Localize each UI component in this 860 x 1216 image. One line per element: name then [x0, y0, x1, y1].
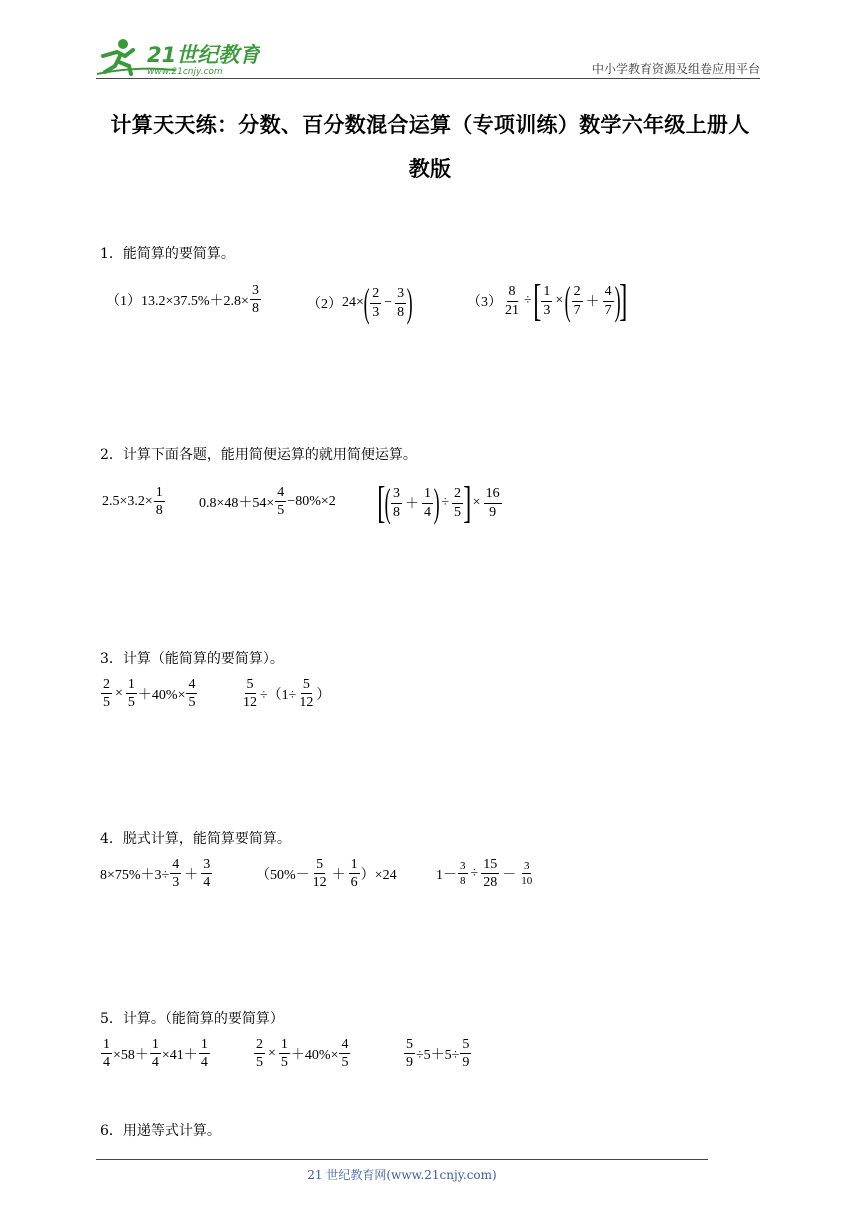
fraction	[395, 286, 406, 320]
numerator: 4	[275, 485, 286, 502]
operator: ÷	[441, 495, 449, 510]
denominator: 4	[103, 1055, 110, 1071]
runner-logo-icon	[95, 36, 260, 78]
denominator: 12	[312, 875, 327, 891]
numerator: 3	[395, 286, 406, 303]
denominator: 4	[423, 504, 431, 520]
numerator: 1	[126, 677, 137, 694]
denominator: 5	[256, 1055, 263, 1071]
fraction	[275, 485, 286, 519]
question-4-label: 4．脱式计算，能简算要简算。	[100, 831, 291, 847]
numerator: 1	[541, 284, 552, 301]
numerator: 4	[339, 1037, 350, 1054]
fraction	[150, 1037, 161, 1071]
part-label: （2）	[307, 297, 342, 312]
numerator: 15	[481, 857, 499, 874]
numerator: 1	[279, 1037, 290, 1054]
paren-left: (	[564, 278, 571, 323]
denominator: 7	[604, 302, 612, 318]
numerator: 3	[391, 486, 402, 503]
denominator: 4	[203, 875, 211, 891]
denominator: 5	[341, 1055, 349, 1071]
q5-expression-3	[403, 1037, 472, 1071]
denominator: 8	[155, 503, 163, 519]
operator: ÷	[470, 865, 479, 881]
paren-right: )	[406, 280, 413, 325]
fraction	[154, 485, 165, 519]
numerator: 5	[301, 677, 312, 694]
numerator: 5	[314, 857, 325, 874]
question-2-label: 2．计算下面各题，能用简便运算的就用简便运算。	[100, 447, 417, 463]
footer-link[interactable]: 21 世纪教育网(www.21cnjy.com)	[307, 1168, 497, 1182]
q3-expression-1	[100, 677, 198, 711]
fraction	[603, 284, 614, 318]
denominator: 8	[392, 504, 400, 520]
expr-text: ）×24	[360, 867, 397, 883]
q2-expression-3	[377, 478, 503, 527]
numerator: 8	[507, 284, 518, 301]
numerator: 2	[370, 286, 381, 303]
numerator: 3	[458, 860, 468, 874]
fraction	[170, 857, 181, 891]
logo-url: www.21cnjy.com	[147, 67, 223, 77]
fraction	[503, 284, 521, 318]
denominator: 8	[251, 301, 259, 317]
bracket-right: ]	[463, 478, 472, 527]
q4-expression-2	[256, 857, 397, 891]
expr-text: 2.5×3.2×	[102, 493, 153, 509]
fraction	[460, 1037, 471, 1071]
numerator: 3	[201, 857, 212, 874]
operator: ÷	[524, 293, 532, 308]
page-title-line-2: 教版	[408, 156, 452, 181]
denominator: 8	[460, 875, 466, 888]
denominator: 3	[172, 875, 180, 891]
part-label: （1）	[106, 293, 141, 309]
expr-text: 0.8×48＋54×	[199, 495, 275, 511]
fraction	[391, 486, 402, 520]
denominator: 9	[462, 1055, 470, 1071]
expr-text: 24×	[342, 295, 364, 310]
question-3-label: 3．计算（能简算的要简算）。	[100, 651, 284, 667]
expr-text: ＋40%×	[290, 1047, 339, 1063]
denominator: 9	[406, 1055, 413, 1071]
q4-expression-3	[436, 857, 535, 891]
q1-expression-2	[307, 280, 413, 325]
expr-text: ）	[316, 687, 331, 703]
paren-right: )	[614, 278, 621, 323]
operator: ＋	[331, 867, 346, 883]
fraction	[101, 677, 112, 711]
fraction	[481, 857, 499, 891]
operator: ×	[268, 1045, 276, 1061]
numerator: 5	[404, 1037, 415, 1054]
denominator: 5	[280, 1055, 288, 1071]
fraction	[250, 283, 261, 317]
operator: ＋	[404, 497, 419, 512]
denominator: 3	[372, 304, 380, 320]
q5-expression-1	[100, 1037, 211, 1071]
expr-text: ×41＋	[161, 1047, 198, 1063]
numerator: 1	[349, 857, 360, 874]
numerator: 1	[422, 486, 433, 503]
denominator: 9	[489, 504, 497, 520]
fraction	[339, 1037, 350, 1071]
denominator: 12	[299, 695, 314, 711]
fraction	[484, 486, 502, 520]
denominator: 8	[397, 304, 405, 320]
numerator: 3	[250, 283, 261, 300]
numerator: 5	[460, 1037, 471, 1054]
fraction	[241, 677, 259, 711]
paren-right: )	[433, 480, 440, 525]
fraction	[254, 1037, 265, 1071]
page-title-line-1: 计算天天练：分数、百分数混合运算（专项训练）数学六年级上册人	[110, 112, 750, 137]
paren-left: (	[363, 280, 370, 325]
operator: ×	[115, 685, 123, 701]
denominator: 4	[200, 1055, 208, 1071]
numerator: 4	[186, 677, 197, 694]
fraction	[404, 1037, 415, 1071]
question-1-label: 1．能简算的要简算。	[100, 246, 235, 262]
expr-text: ×58＋	[113, 1047, 149, 1063]
expr-text: 1－	[436, 867, 457, 883]
part-label: （3）	[467, 295, 502, 310]
bracket-right: ]	[619, 276, 628, 325]
numerator: 2	[572, 284, 583, 301]
fraction	[201, 857, 212, 891]
expr-text: −80%×2	[287, 493, 336, 509]
numerator: 2	[452, 486, 463, 503]
question-6-label: 6．用递等式计算。	[100, 1123, 221, 1139]
numerator: 2	[254, 1037, 265, 1054]
q2-expression-2	[199, 485, 336, 519]
fraction	[279, 1037, 290, 1071]
denominator: 5	[127, 695, 135, 711]
q4-expression-1	[100, 857, 213, 891]
denominator: 21	[505, 302, 519, 318]
numerator: 1	[199, 1037, 210, 1054]
header-platform-text: 中小学教育资源及组卷应用平台	[591, 62, 760, 76]
operator: ×	[555, 293, 564, 308]
denominator: 6	[350, 875, 358, 891]
numerator: 5	[245, 677, 256, 694]
question-5-label: 5．计算。（能简算的要简算）	[100, 1011, 284, 1027]
fraction	[126, 677, 137, 711]
q2-expression-1	[102, 485, 166, 519]
operator: －	[502, 867, 517, 883]
fraction	[101, 1037, 112, 1071]
footer-divider	[96, 1159, 708, 1160]
fraction	[458, 860, 468, 887]
q3-expression-2	[240, 677, 330, 711]
q1-expression-1	[106, 283, 262, 317]
fraction	[199, 1037, 210, 1071]
denominator: 5	[103, 695, 110, 711]
denominator: 5	[454, 504, 461, 520]
operator: ＋	[184, 867, 199, 883]
expr-text: 8×75%＋3÷	[100, 867, 170, 883]
fraction	[452, 486, 463, 520]
fraction	[297, 677, 315, 711]
expr-text: （50%－	[256, 867, 310, 883]
numerator: 4	[170, 857, 181, 874]
logo-text: 21世纪教育	[147, 43, 260, 67]
numerator: 2	[101, 677, 112, 694]
fraction	[349, 857, 360, 891]
expr-text: ＋40%×	[137, 687, 186, 703]
bracket-left: [	[532, 276, 542, 325]
expr-text: 13.2×37.5%＋2.8×	[141, 293, 249, 309]
operator: ×	[472, 495, 481, 510]
denominator: 7	[573, 302, 581, 318]
denominator: 28	[483, 875, 498, 891]
denominator: 5	[188, 695, 196, 711]
fraction	[572, 284, 583, 318]
q5-expression-2	[253, 1037, 351, 1071]
denominator: 3	[543, 302, 551, 318]
denominator: 5	[277, 503, 285, 519]
fraction	[370, 286, 381, 320]
numerator: 16	[484, 486, 502, 503]
denominator: 4	[151, 1055, 159, 1071]
bracket-left: [	[377, 478, 386, 527]
numerator: 4	[603, 284, 614, 301]
numerator: 1	[154, 485, 165, 502]
fraction	[541, 284, 552, 318]
fraction	[519, 860, 534, 887]
expr-text: ÷（1÷	[260, 687, 297, 703]
numerator: 3	[522, 860, 532, 874]
operator: ＋	[585, 295, 600, 310]
fraction	[422, 486, 433, 520]
header-divider	[96, 78, 760, 79]
numerator: 1	[101, 1037, 112, 1054]
denominator: 10	[521, 875, 533, 888]
numerator: 1	[150, 1037, 161, 1054]
q1-expression-3	[467, 276, 628, 325]
fraction	[311, 857, 329, 891]
denominator: 12	[243, 695, 257, 711]
operator: −	[384, 295, 393, 310]
expr-text: ÷5＋5÷	[416, 1047, 460, 1063]
site-logo	[95, 36, 260, 78]
fraction	[186, 677, 197, 711]
paren-left: (	[384, 480, 391, 525]
